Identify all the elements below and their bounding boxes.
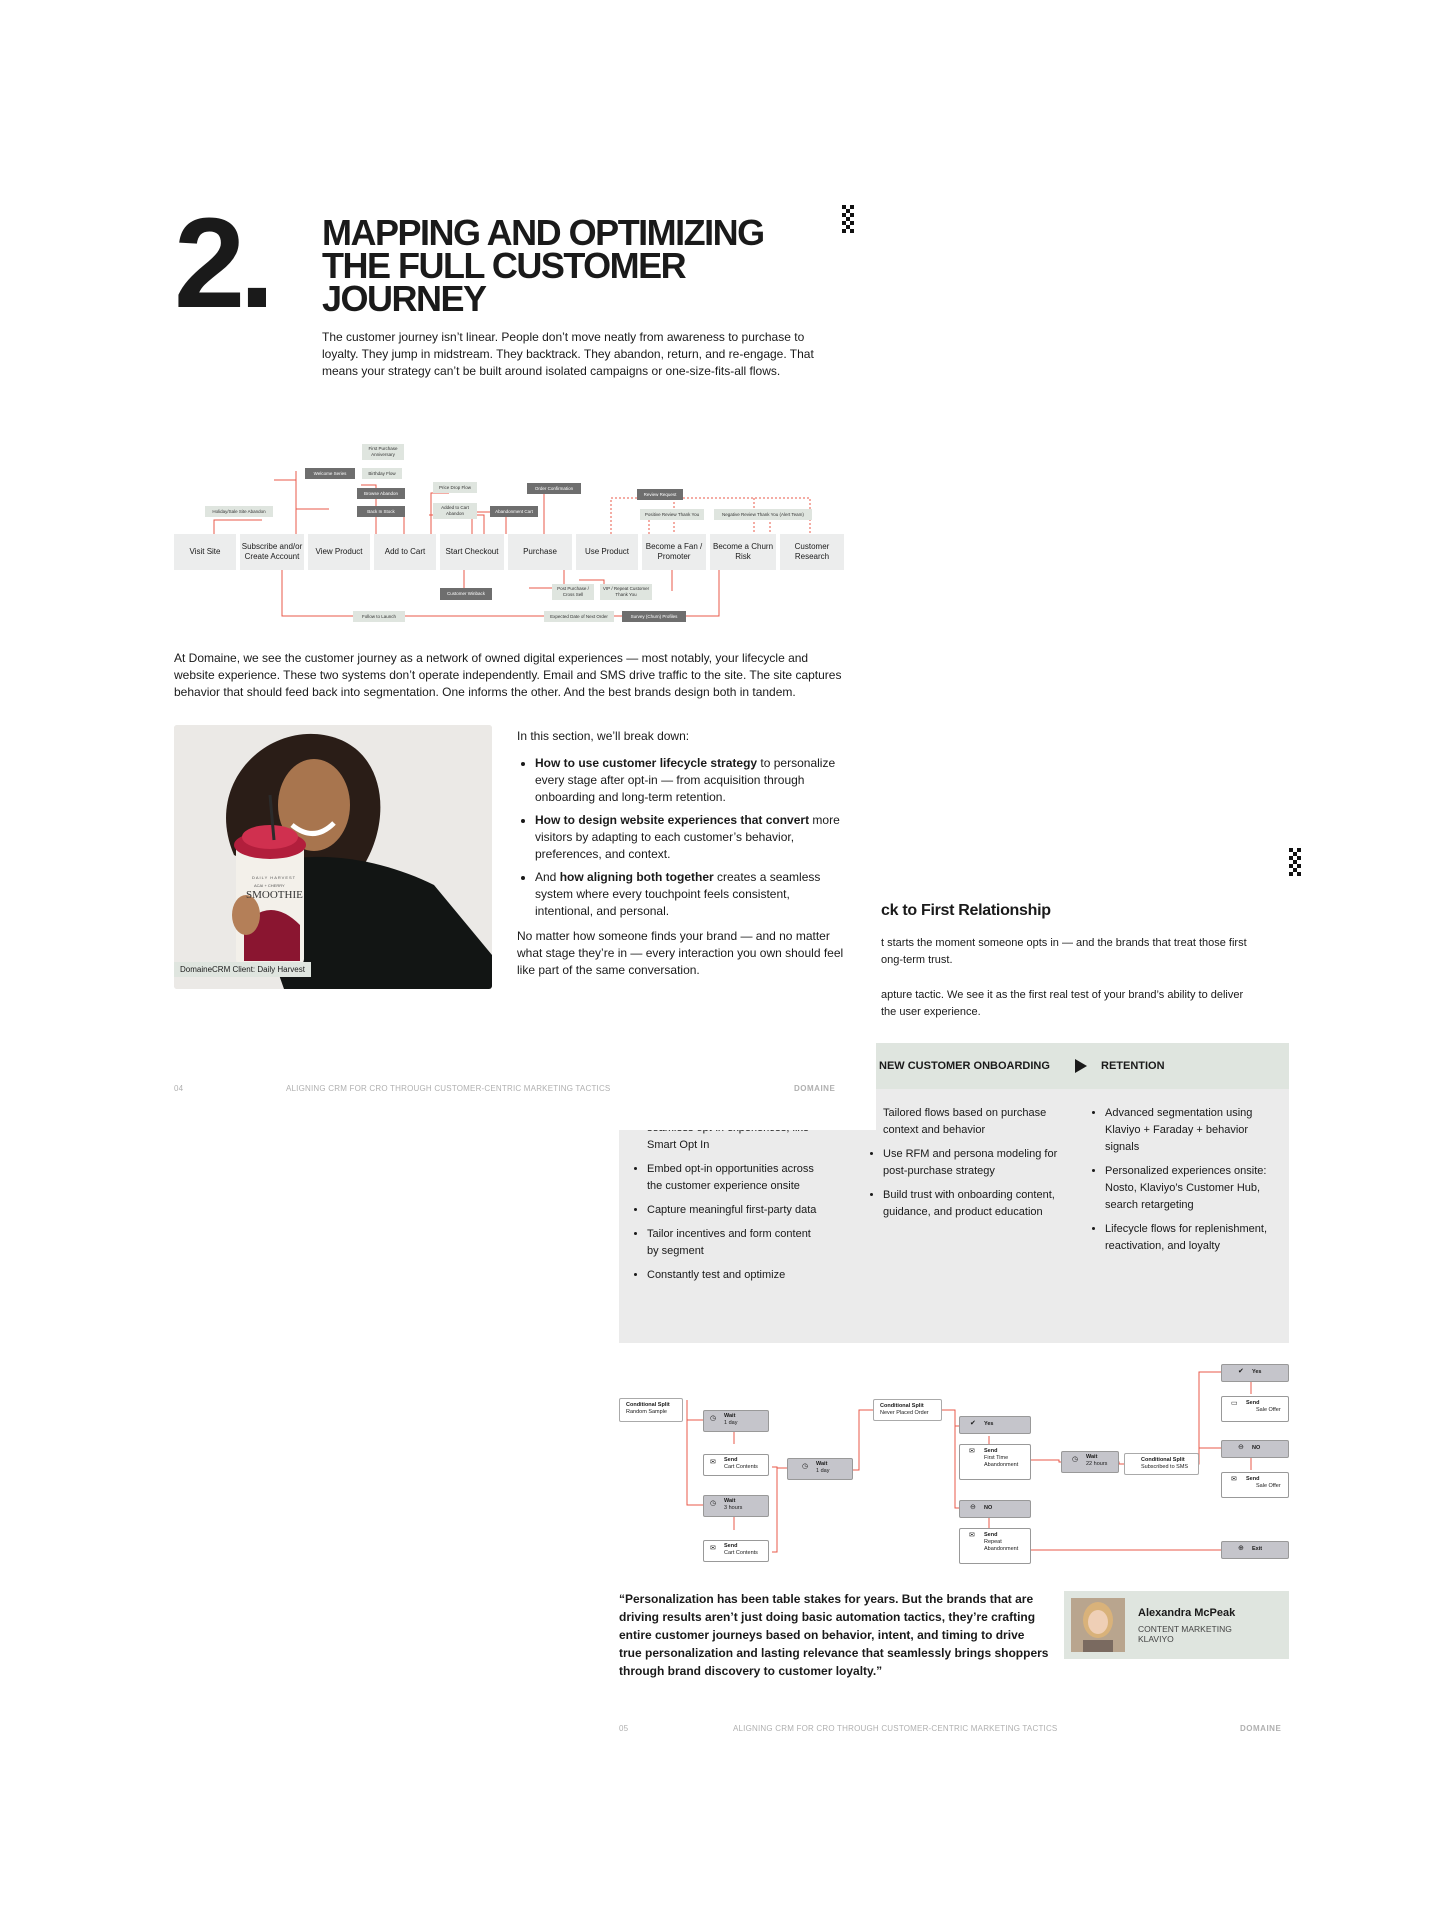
paragraph-owned-experiences: At Domaine, we see the customer journey as a network of owned digital experiences — most notably, your lifecycle and website experience. These two systems don’t operate independently. Email and SMS drive traffic to the site. The site captures behavior that should feed back into segmentation. One informs the other. And the best brands design both in tandem. (174, 651, 842, 699)
journey-stage: Become a Churn Risk (710, 534, 776, 570)
flow-exit (1221, 1541, 1289, 1559)
node-title: Yes (1252, 1369, 1262, 1375)
exit-icon: ⊕ (1238, 1545, 1244, 1552)
flow-wait-4 (1061, 1451, 1119, 1473)
play-arrow-icon (1075, 1059, 1087, 1073)
flow-yes-2 (1221, 1364, 1289, 1382)
flow-conditional-split-1 (619, 1398, 683, 1422)
p5-p1-line-b: ong-term trust. (881, 954, 953, 966)
breakdown-item (535, 755, 847, 806)
minus-circle-icon: ⊖ (970, 1504, 976, 1511)
tag-added-to-cart: Added to Cart Abandon (433, 503, 477, 519)
tag-vip: VIP / Repeat Customer Thank You (600, 584, 652, 600)
panel-col-onboarding (867, 1105, 1072, 1228)
flow-send-3 (959, 1444, 1031, 1480)
author-company: KLAVIYO (1138, 1634, 1174, 1644)
portrait-image (1071, 1598, 1125, 1652)
flow-send-5 (1221, 1396, 1289, 1422)
flow-send-1 (703, 1454, 769, 1476)
mail-icon: ✉ (1231, 1476, 1237, 1483)
node-title: Conditional Split (880, 1403, 924, 1409)
breakdown-text: creates a seamless system where every touchpoint feels consistent, intentional, and personal. (535, 870, 821, 918)
node-title: Wait (1086, 1454, 1098, 1460)
tag-holiday-abandon: Holiday/Sale Site Abandon (205, 506, 273, 517)
smoothie-photo-image (174, 725, 492, 989)
node-title: Exit (1252, 1546, 1263, 1552)
avatar (1071, 1598, 1125, 1652)
flow-send-4 (959, 1528, 1031, 1564)
journey-stage: Customer Research (780, 534, 844, 570)
tag-survey: Survey (Churn) Profiles (622, 611, 686, 622)
breakdown-bold: How to design website experiences that convert (535, 813, 810, 827)
flow-wait-1 (703, 1410, 769, 1432)
col1-item: • Tailor incentives and form content by segment (647, 1226, 821, 1260)
clock-icon: ◷ (1072, 1456, 1079, 1463)
col1-item: • Constantly test and optimize (647, 1267, 821, 1284)
node-sub: Subscribed to SMS (1141, 1464, 1189, 1470)
journey-stage: Purchase (508, 534, 572, 570)
breakdown-item (535, 869, 847, 920)
breakdown-text: to personalize every stage after opt-in — from acquisition through onboarding and long-term retention. (535, 756, 836, 804)
col2-item: • Tailored flows based on purchase context and behavior (883, 1105, 1072, 1139)
client-photo (174, 725, 492, 989)
col1-item: • Capture meaningful first-party data (647, 1202, 821, 1219)
node-sub: Sale Offer (1256, 1407, 1281, 1413)
node-sub: Cart Contents (724, 1550, 758, 1556)
minus-circle-icon: ⊖ (1238, 1444, 1244, 1451)
author-role-line: CONTENT MARKETING (1138, 1624, 1232, 1634)
tag-first-purchase: First Purchase Anniversary (362, 444, 404, 460)
tag-negative-review: Negative Review Thank You (Alert Team) (714, 509, 812, 520)
p5-p1-line-a: t starts the moment someone opts in — and the brands that treat those first (881, 937, 1247, 949)
p5-paragraph-2 (881, 987, 1291, 1021)
breakdown-bold: How to use customer lifecycle strategy (535, 756, 758, 770)
journey-stage: View Product (308, 534, 370, 570)
pixel-ornament-icon (842, 205, 854, 233)
breakdown-closing: No matter how someone finds your brand — and no matter what stage they’re in — every interaction you own should feel like part of the same conversation. (517, 929, 844, 977)
mail-icon: ✉ (710, 1459, 716, 1466)
tag-back-in-stock: Back In Stock (357, 506, 405, 517)
node-title: Wait (724, 1413, 736, 1419)
node-title: Send (724, 1543, 738, 1549)
p5-p2-line-b: the user experience. (881, 1006, 981, 1018)
node-title: NO (1252, 1445, 1261, 1451)
node-title: Send (984, 1448, 998, 1454)
flow-wait-2 (703, 1495, 769, 1517)
node-sub: Cart Contents (724, 1464, 758, 1470)
footer-page-number: 05 (619, 1724, 629, 1733)
flow-wait-3 (787, 1458, 853, 1480)
node-title: NO (984, 1505, 993, 1511)
section-subtitle: ck to First Relationship (881, 902, 1051, 919)
col2-item: • Build trust with onboarding content, guidance, and product education (883, 1187, 1072, 1221)
flow-conditional-split-3 (1124, 1453, 1199, 1475)
journey-stage: Become a Fan / Promoter (642, 534, 706, 570)
journey-stage: Subscribe and/or Create Account (240, 534, 304, 570)
photo-caption: DomaineCRM Client: Daily Harvest (174, 962, 311, 977)
breakdown-block (517, 728, 847, 979)
node-sub: 22 hours (1086, 1461, 1108, 1467)
breakdown-lead: In this section, we’ll break down: (517, 729, 690, 743)
journey-stage: Add to Cart (374, 534, 436, 570)
col3-item: • Lifecycle flows for replenishment, reactivation, and loyalty (1105, 1221, 1279, 1255)
flow-send-6 (1221, 1472, 1289, 1498)
node-title: Send (724, 1457, 738, 1463)
author-name: Alexandra McPeak (1138, 1607, 1236, 1619)
section-number: 2. (174, 192, 269, 335)
mail-icon: ✉ (969, 1532, 975, 1539)
tag-welcome: Welcome Series (305, 468, 355, 479)
breakdown-bold: how aligning both together (559, 870, 714, 884)
node-sub: Never Placed Order (880, 1410, 929, 1416)
breakdown-item (535, 812, 847, 863)
node-title: Conditional Split (1141, 1457, 1185, 1463)
tag-price-drop: Price Drop Flow (433, 482, 477, 493)
node-title: Wait (724, 1498, 736, 1504)
panel-col-retention (1089, 1105, 1279, 1262)
col3-item: • Advanced segmentation using Klaviyo + Faraday + behavior signals (1105, 1105, 1279, 1156)
node-title: Send (984, 1532, 998, 1538)
tag-browse: Browse Abandon (357, 488, 405, 499)
footer-title: ALIGNING CRM FOR CRO THROUGH CUSTOMER-CENTRIC MARKETING TACTICS (286, 1084, 611, 1093)
node-sub: 1 day (816, 1468, 830, 1474)
tag-follow-to-launch: Follow to Launch (353, 611, 405, 622)
page-title: MAPPING AND OPTIMIZING THE FULL CUSTOMER JOURNEY (322, 212, 764, 319)
node-sub: 1 day (724, 1420, 738, 1426)
check-icon: ✔ (1238, 1368, 1244, 1375)
flow-yes-1 (959, 1416, 1031, 1434)
node-title: Send (1246, 1400, 1260, 1406)
footer-logo: DOMAINE (1240, 1724, 1282, 1733)
col2-item: • Use RFM and persona modeling for post-purchase strategy (883, 1146, 1072, 1180)
node-sub: First Time Abandonment (984, 1455, 1019, 1468)
flow-send-2 (703, 1540, 769, 1562)
tag-expected-date: Expected Date of Next Order (544, 611, 614, 622)
tag-positive-review: Positive Review Thank You (640, 509, 704, 520)
journey-stage: Use Product (576, 534, 638, 570)
breakdown-list (517, 755, 847, 920)
node-sub: Repeat Abandonment (984, 1539, 1019, 1552)
tag-review-request: Review Request (637, 489, 683, 500)
journey-stage: Visit Site (174, 534, 236, 570)
tag-customer-winback: Customer Winback (440, 588, 492, 600)
footer-logo: DOMAINE (794, 1084, 836, 1093)
mail-icon: ✉ (710, 1545, 716, 1552)
col1-item: • Embed opt-in opportunities across the customer experience onsite (647, 1161, 821, 1195)
node-sub: Sale Offer (1256, 1483, 1281, 1489)
mail-icon: ✉ (969, 1448, 975, 1455)
chat-icon: ▭ (1231, 1400, 1238, 1407)
node-title: Yes (984, 1421, 994, 1427)
breakdown-text: more visitors by adapting to each customer’s behavior, preferences, and context. (535, 813, 840, 861)
panel-col-acquisition (631, 1120, 821, 1291)
node-title: Conditional Split (626, 1402, 670, 1408)
footer-title: ALIGNING CRM FOR CRO THROUGH CUSTOMER-CENTRIC MARKETING TACTICS (733, 1724, 1058, 1733)
journey-stage: Start Checkout (440, 534, 504, 570)
tag-post-purchase: Post Purchase / Cross Sell (552, 584, 594, 600)
breakdown-text: And (535, 870, 560, 884)
quote-author-card (1064, 1591, 1289, 1659)
p5-paragraph-1 (881, 935, 1291, 969)
tag-birthday: Birthday Flow (362, 468, 402, 479)
cup-flavor: ACAI + CHERRY (254, 883, 285, 888)
cup-brand: DAILY HARVEST (252, 875, 297, 880)
pixel-ornament-icon (1289, 848, 1301, 876)
node-sub: Random Sample (626, 1409, 667, 1415)
footer-page-number: 04 (174, 1084, 184, 1093)
intro-paragraph: The customer journey isn’t linear. People don’t move neatly from awareness to purchase to loyalty. They jump in midstream. They backtrack. They abandon, return, and re-engage. That means your strategy can’t be built around isolated campaigns or one-size-fits-all flows. (322, 330, 814, 378)
tag-order-confirmation: Order Confirmation (527, 483, 581, 494)
header-retention: RETENTION (1101, 1060, 1165, 1072)
check-icon: ✔ (970, 1420, 976, 1427)
flow-no-2 (1221, 1440, 1289, 1458)
clock-icon: ◷ (802, 1463, 809, 1470)
node-title: Wait (816, 1461, 828, 1467)
node-sub: 3 hours (724, 1505, 743, 1511)
tag-abandonment-cart: Abandonment Cart (490, 506, 538, 517)
node-title: Send (1246, 1476, 1260, 1482)
clock-icon: ◷ (710, 1415, 717, 1422)
flow-conditional-split-2 (873, 1399, 942, 1421)
col1-item: • Smart Opt In (647, 1120, 821, 1154)
col3-item: • Personalized experiences onsite: Nosto, Klaviyo’s Customer Hub, search retargeting (1105, 1163, 1279, 1214)
quote-text: “Personalization has been table stakes for years. But the brands that are driving results aren’t just doing basic automation tactics, they’re crafting entire customer journeys based on behavior, intent, and timing to drive true personalization and lasting relevance that seamlessly brings shoppers through brand discovery to customer loyalty.” (619, 1592, 1049, 1678)
header-onboarding: NEW CUSTOMER ONBOARDING (879, 1060, 1050, 1072)
p5-p2-line-a: apture tactic. We see it as the first real test of your brand’s ability to deliver (881, 989, 1244, 1001)
clock-icon: ◷ (710, 1500, 717, 1507)
author-role (1138, 1624, 1232, 1644)
flow-no-1 (959, 1500, 1031, 1518)
cup-label: SMOOTHIE (246, 889, 303, 901)
